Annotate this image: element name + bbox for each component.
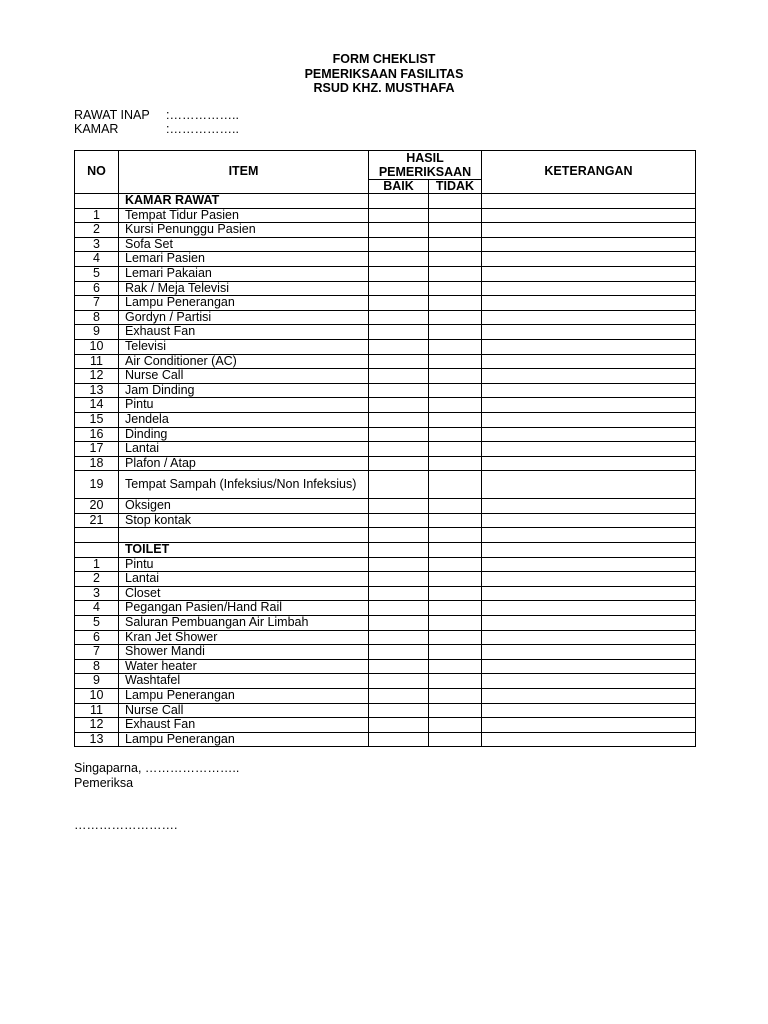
table-row [75, 703, 696, 718]
keterangan-cell [482, 223, 696, 238]
table-row [75, 572, 696, 587]
baik-cell [369, 296, 429, 311]
row-number: 1 [75, 557, 119, 572]
tidak-cell [429, 703, 482, 718]
row-number: 10 [75, 689, 119, 704]
baik-cell [369, 339, 429, 354]
item-cell [119, 528, 369, 543]
footer [74, 761, 239, 790]
row-number: 8 [75, 310, 119, 325]
row-number: 9 [75, 325, 119, 340]
keterangan-cell [482, 630, 696, 645]
baik-cell [369, 528, 429, 543]
tidak-cell [429, 513, 482, 528]
tidak-cell [429, 325, 482, 340]
baik-cell [369, 601, 429, 616]
table-row [75, 689, 696, 704]
rawat-inap-label: RAWAT INAP [74, 108, 150, 122]
row-item: Lemari Pakaian [119, 266, 369, 281]
tidak-cell [429, 718, 482, 733]
tidak-cell [429, 208, 482, 223]
row-number: 12 [75, 718, 119, 733]
table-row [75, 237, 696, 252]
row-item: Pintu [119, 557, 369, 572]
table-row [75, 601, 696, 616]
tidak-cell [429, 572, 482, 587]
header-hasil-line-2: PEMERIKSAAN [378, 165, 472, 179]
row-item: Lampu Penerangan [119, 689, 369, 704]
keterangan-cell [482, 557, 696, 572]
baik-cell [369, 208, 429, 223]
row-number: 10 [75, 339, 119, 354]
tidak-cell [429, 296, 482, 311]
baik-cell [369, 471, 429, 499]
table-row [75, 674, 696, 689]
form-title [0, 52, 768, 96]
baik-cell [369, 732, 429, 747]
keterangan-cell [482, 689, 696, 704]
header-keterangan: KETERANGAN [482, 151, 696, 194]
baik-cell [369, 281, 429, 296]
tidak-cell [429, 659, 482, 674]
tidak-cell [429, 557, 482, 572]
baik-cell [369, 398, 429, 413]
keterangan-cell [482, 586, 696, 601]
table-row [75, 471, 696, 499]
rawat-inap-row [74, 108, 239, 122]
title-line-1: FORM CHEKLIST [332, 52, 436, 66]
keterangan-cell [482, 194, 696, 209]
row-number: 5 [75, 266, 119, 281]
rawat-inap-value: :…………….. [166, 108, 239, 122]
row-item: Pegangan Pasien/Hand Rail [119, 601, 369, 616]
keterangan-cell [482, 310, 696, 325]
header-baik: BAIK [369, 180, 429, 194]
table-row [75, 718, 696, 733]
place-date: Singaparna, ………………….. [74, 761, 240, 775]
row-number: 3 [75, 586, 119, 601]
tidak-cell [429, 266, 482, 281]
row-number: 4 [75, 601, 119, 616]
baik-cell [369, 659, 429, 674]
keterangan-cell [482, 354, 696, 369]
row-number: 9 [75, 674, 119, 689]
table-row [75, 645, 696, 660]
keterangan-cell [482, 252, 696, 267]
baik-cell [369, 310, 429, 325]
baik-cell [369, 674, 429, 689]
row-number: 15 [75, 412, 119, 427]
table-row [75, 586, 696, 601]
row-item: Gordyn / Partisi [119, 310, 369, 325]
row-item: Plafon / Atap [119, 456, 369, 471]
tidak-cell [429, 689, 482, 704]
row-item: Lampu Penerangan [119, 296, 369, 311]
table-row [75, 369, 696, 384]
baik-cell [369, 586, 429, 601]
tidak-cell [429, 427, 482, 442]
table-row [75, 616, 696, 631]
row-item: Lemari Pasien [119, 252, 369, 267]
tidak-cell [429, 237, 482, 252]
row-item: Pintu [119, 398, 369, 413]
tidak-cell [429, 499, 482, 514]
section-toilet [75, 543, 696, 558]
table-row [75, 383, 696, 398]
tidak-cell [429, 645, 482, 660]
table-row [75, 732, 696, 747]
tidak-cell [429, 601, 482, 616]
row-item: Exhaust Fan [119, 718, 369, 733]
baik-cell [369, 194, 429, 209]
table-row [75, 456, 696, 471]
row-number: 3 [75, 237, 119, 252]
row-number: 11 [75, 703, 119, 718]
tidak-cell [429, 471, 482, 499]
baik-cell [369, 237, 429, 252]
tidak-cell [429, 616, 482, 631]
spacer-row [75, 528, 696, 543]
baik-cell [369, 557, 429, 572]
tidak-cell [429, 369, 482, 384]
keterangan-cell [482, 703, 696, 718]
keterangan-cell [482, 398, 696, 413]
baik-cell [369, 223, 429, 238]
baik-cell [369, 689, 429, 704]
table-row [75, 442, 696, 457]
keterangan-cell [482, 339, 696, 354]
baik-cell [369, 369, 429, 384]
tidak-cell [429, 383, 482, 398]
table-row [75, 208, 696, 223]
header-tidak: TIDAK [429, 180, 482, 194]
keterangan-cell [482, 674, 696, 689]
row-item: Oksigen [119, 499, 369, 514]
tidak-cell [429, 543, 482, 558]
baik-cell [369, 572, 429, 587]
header-hasil-line-1: HASIL [406, 151, 444, 165]
baik-cell [369, 630, 429, 645]
row-number: 4 [75, 252, 119, 267]
row-number: 8 [75, 659, 119, 674]
row-number: 20 [75, 499, 119, 514]
table-row [75, 412, 696, 427]
keterangan-cell [482, 266, 696, 281]
row-number: 6 [75, 281, 119, 296]
keterangan-cell [482, 442, 696, 457]
row-number: 7 [75, 645, 119, 660]
keterangan-cell [482, 456, 696, 471]
keterangan-cell [482, 616, 696, 631]
checklist-table [74, 150, 696, 747]
table-row [75, 659, 696, 674]
keterangan-cell [482, 499, 696, 514]
baik-cell [369, 412, 429, 427]
row-item: Washtafel [119, 674, 369, 689]
table-row [75, 557, 696, 572]
row-number: 2 [75, 572, 119, 587]
keterangan-cell [482, 659, 696, 674]
baik-cell [369, 427, 429, 442]
row-number: 13 [75, 732, 119, 747]
row-number: 13 [75, 383, 119, 398]
title-line-2: PEMERIKSAAN FASILITAS [304, 66, 464, 81]
table-row [75, 296, 696, 311]
row-number: 1 [75, 208, 119, 223]
table-row [75, 499, 696, 514]
keterangan-cell [482, 208, 696, 223]
tidak-cell [429, 630, 482, 645]
row-item: Kursi Penunggu Pasien [119, 223, 369, 238]
kamar-row [74, 122, 239, 136]
tidak-cell [429, 194, 482, 209]
baik-cell [369, 499, 429, 514]
header-no: NO [75, 151, 119, 194]
row-number: 2 [75, 223, 119, 238]
row-number: 21 [75, 513, 119, 528]
row-number: 14 [75, 398, 119, 413]
keterangan-cell [482, 296, 696, 311]
row-item: Tempat Tidur Pasien [119, 208, 369, 223]
row-item: Saluran Pembuangan Air Limbah [119, 616, 369, 631]
row-item: Tempat Sampah (Infeksius/Non Infeksius) [119, 471, 369, 499]
header-hasil-pemeriksaan [369, 151, 482, 180]
table-row [75, 223, 696, 238]
row-number: 7 [75, 296, 119, 311]
table-row [75, 398, 696, 413]
tidak-cell [429, 252, 482, 267]
row-item: Nurse Call [119, 703, 369, 718]
keterangan-cell [482, 281, 696, 296]
row-number: 18 [75, 456, 119, 471]
baik-cell [369, 703, 429, 718]
row-item: Kran Jet Shower [119, 630, 369, 645]
section-kamar-rawat [75, 194, 696, 209]
checklist-body [75, 194, 696, 747]
section-title: TOILET [119, 543, 369, 558]
row-number: 17 [75, 442, 119, 457]
keterangan-cell [482, 601, 696, 616]
section-title: KAMAR RAWAT [119, 194, 369, 209]
keterangan-cell [482, 471, 696, 499]
keterangan-cell [482, 718, 696, 733]
baik-cell [369, 354, 429, 369]
row-number: 19 [75, 471, 119, 499]
baik-cell [369, 252, 429, 267]
baik-cell [369, 513, 429, 528]
no-cell [75, 543, 119, 558]
row-item: Closet [119, 586, 369, 601]
table-row [75, 427, 696, 442]
baik-cell [369, 616, 429, 631]
table-row [75, 513, 696, 528]
keterangan-cell [482, 513, 696, 528]
tidak-cell [429, 310, 482, 325]
table-row [75, 310, 696, 325]
tidak-cell [429, 442, 482, 457]
row-number: 11 [75, 354, 119, 369]
keterangan-cell [482, 427, 696, 442]
form-meta [74, 108, 239, 136]
row-number: 5 [75, 616, 119, 631]
keterangan-cell [482, 237, 696, 252]
tidak-cell [429, 354, 482, 369]
keterangan-cell [482, 543, 696, 558]
row-item: Nurse Call [119, 369, 369, 384]
row-item: Water heater [119, 659, 369, 674]
table-row [75, 354, 696, 369]
tidak-cell [429, 223, 482, 238]
kamar-value: :…………….. [166, 122, 239, 136]
tidak-cell [429, 456, 482, 471]
table-row [75, 325, 696, 340]
baik-cell [369, 266, 429, 281]
row-item: Lantai [119, 572, 369, 587]
row-item: Shower Mandi [119, 645, 369, 660]
tidak-cell [429, 339, 482, 354]
examiner-role: Pemeriksa [74, 775, 134, 790]
baik-cell [369, 718, 429, 733]
table-row [75, 281, 696, 296]
baik-cell [369, 325, 429, 340]
row-number: 6 [75, 630, 119, 645]
tidak-cell [429, 398, 482, 413]
keterangan-cell [482, 325, 696, 340]
keterangan-cell [482, 732, 696, 747]
tidak-cell [429, 412, 482, 427]
row-item: Televisi [119, 339, 369, 354]
row-number: 12 [75, 369, 119, 384]
tidak-cell [429, 674, 482, 689]
keterangan-cell [482, 645, 696, 660]
row-number: 16 [75, 427, 119, 442]
table-row [75, 252, 696, 267]
table-row [75, 339, 696, 354]
row-item: Exhaust Fan [119, 325, 369, 340]
table-row [75, 630, 696, 645]
row-item: Sofa Set [119, 237, 369, 252]
title-line-3: RSUD KHZ. MUSTHAFA [313, 81, 455, 95]
baik-cell [369, 456, 429, 471]
keterangan-cell [482, 528, 696, 543]
row-item: Jam Dinding [119, 383, 369, 398]
no-cell [75, 528, 119, 543]
row-item: Air Conditioner (AC) [119, 354, 369, 369]
keterangan-cell [482, 369, 696, 384]
baik-cell [369, 645, 429, 660]
baik-cell [369, 442, 429, 457]
row-item: Dinding [119, 427, 369, 442]
tidak-cell [429, 281, 482, 296]
header-item: ITEM [119, 151, 369, 194]
row-item: Lampu Penerangan [119, 732, 369, 747]
tidak-cell [429, 528, 482, 543]
row-item: Stop kontak [119, 513, 369, 528]
row-item: Rak / Meja Televisi [119, 281, 369, 296]
row-item: Jendela [119, 412, 369, 427]
baik-cell [369, 383, 429, 398]
keterangan-cell [482, 572, 696, 587]
keterangan-cell [482, 412, 696, 427]
baik-cell [369, 543, 429, 558]
signature-line: ……………………. [74, 818, 178, 832]
keterangan-cell [482, 383, 696, 398]
no-cell [75, 194, 119, 209]
tidak-cell [429, 732, 482, 747]
kamar-label: KAMAR [74, 122, 119, 136]
row-item: Lantai [119, 442, 369, 457]
tidak-cell [429, 586, 482, 601]
table-row [75, 266, 696, 281]
